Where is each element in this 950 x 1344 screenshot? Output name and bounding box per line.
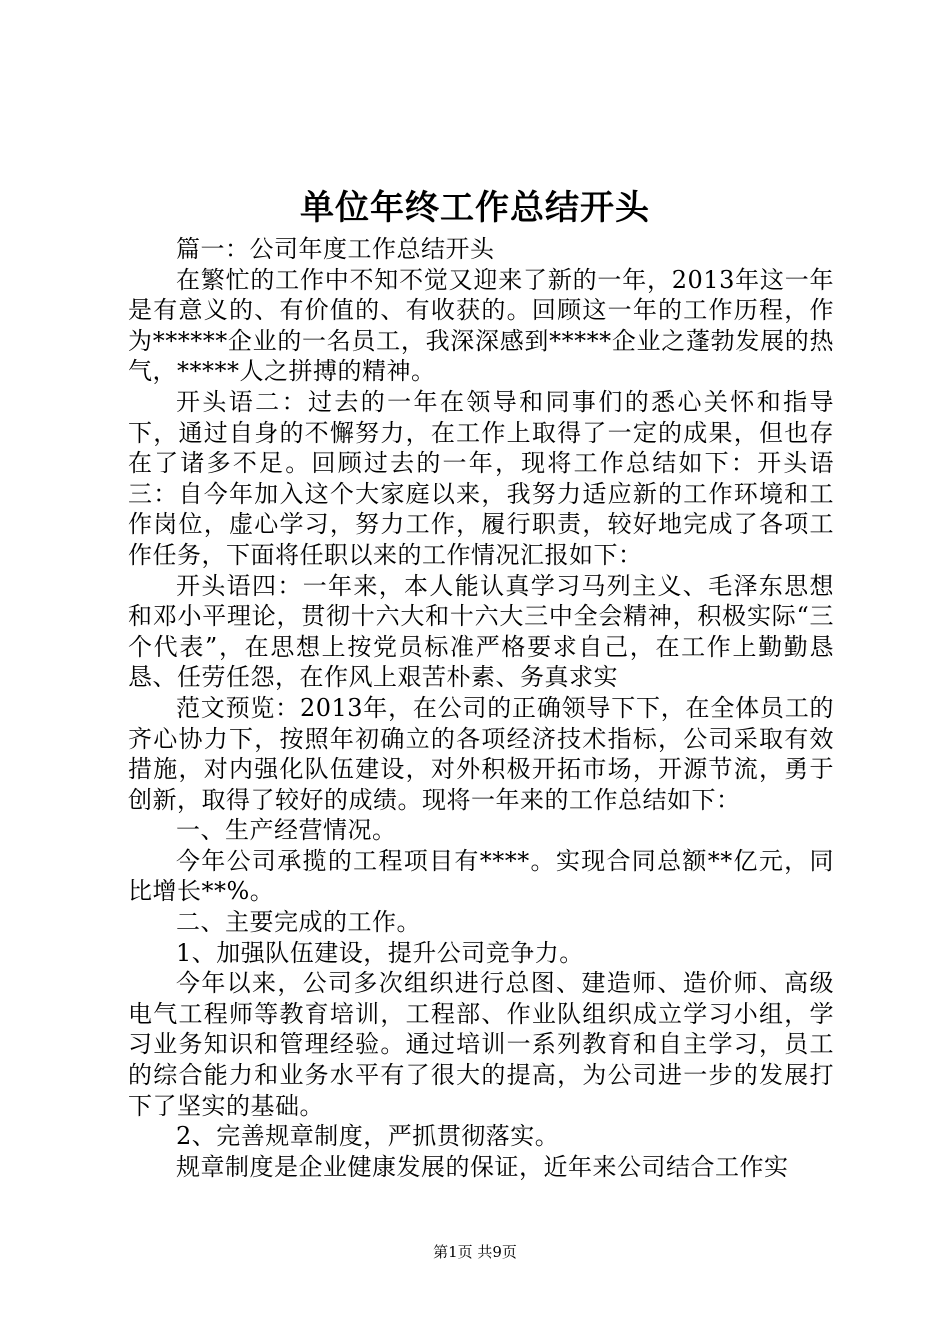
paragraph: 今年以来，公司多次组织进行总图、建造师、造价师、高级电气工程师等教育培训，工程部、作业队组织成立学习小组，学习业务知识和管理经验。通过培训一系列教育和自主学习，员工的综合能力和业务水平有了很大的提高，为公司进一步的发展打下了坚实的基础。	[128, 969, 834, 1120]
paragraph: 2、完善规章制度，严抓贯彻落实。	[176, 1122, 560, 1151]
paragraph: 开头语四：一年来，本人能认真学习马列主义、毛泽东思想和邓小平理论，贯彻十六大和十六大三中全会精神，积极实际“三个代表”，在思想上按党员标准严格要求自己，在工作上勤勤恳恳、任劳任怨，在作风上艰苦朴素、务真求实	[128, 571, 834, 692]
paragraph: 开头语二：过去的一年在领导和同事们的悉心关怀和指导下，通过自身的不懈努力，在工作上取得了一定的成果，但也存在了诸多不足。回顾过去的一年，现将工作总结如下：开头语三：自今年加入这个大家庭以来，我努力适应新的工作环境和工作岗位，虚心学习，努力工作，履行职责，较好地完成了各项工作任务，下面将任职以来的工作情况汇报如下：	[128, 387, 834, 569]
paragraph: 1、加强队伍建设，提升公司竞争力。	[176, 938, 584, 967]
paragraph: 一、生产经营情况。	[176, 816, 397, 845]
paragraph: 篇一：公司年度工作总结开头	[176, 235, 495, 263]
paragraph: 在繁忙的工作中不知不觉又迎来了新的一年，2013年这一年是有意义的、有价值的、有收获的。回顾这一年的工作历程，作为******企业的一名员工，我深深感到*****企业之蓬勃发展的热气，*****人之拼搏的精神。	[128, 265, 834, 386]
paragraph: 今年公司承揽的工程项目有****。实现合同总额**亿元，同比增长**%。	[128, 846, 834, 906]
paragraph: 范文预览：2013年，在公司的正确领导下下，在全体员工的齐心协力下，按照年初确立的各项经济技术指标，公司采取有效措施，对内强化队伍建设，对外积极开拓市场，开源节流，勇于创新，取得了较好的成绩。现将一年来的工作总结如下：	[128, 693, 834, 814]
page-number-footer: 第1页 共9页	[433, 1243, 517, 1261]
paragraph: 二、主要完成的工作。	[176, 908, 421, 937]
paragraph: 规章制度是企业健康发展的保证，近年来公司结合工作实	[176, 1152, 789, 1181]
document-title: 单位年终工作总结开头	[300, 188, 650, 228]
document-body	[128, 234, 834, 1182]
